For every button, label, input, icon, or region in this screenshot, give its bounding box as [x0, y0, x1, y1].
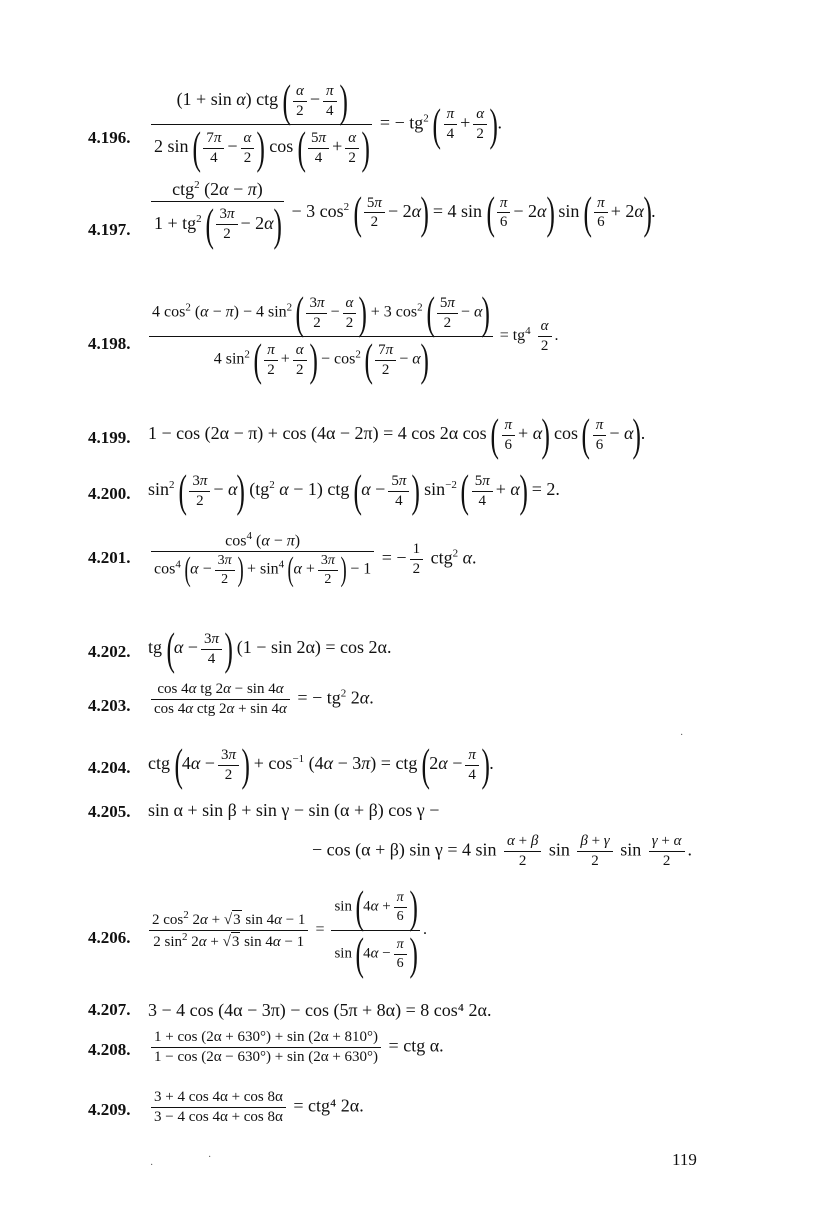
problem-number: 4.198. — [88, 334, 131, 353]
problem-number: 4.206. — [88, 928, 131, 947]
page-number: 119 — [672, 1150, 697, 1169]
problem-number: 4.202. — [88, 642, 131, 661]
equation-4-207: 3 − 4 cos (4α − 3π) − cos (5π + 8α) = 8 cos⁴ 2α. — [148, 1000, 492, 1020]
equation-4-209: $\frac{3 + 4 \cos 4\alpha + \cos 8\alpha}{3 - 4 \cos 4\alpha + \cos 8\alpha}$ = ctg⁴ 2α. — [148, 1088, 364, 1127]
equation-4-208: $\frac{1 + \cos (2\alpha + 630^\circ) + \sin (2\alpha + 810^\circ)}{1 - \cos (2\alpha - 630^\circ) + \sin (2\alpha + 630^\circ)}$ = ctg α. — [148, 1028, 444, 1067]
equation-4-206: $\frac{2 \cos^2 2\alpha + √3 \sin 4\alpha - 1}{2 \sin^2 2\alpha + √3 \sin 4\alpha - 1}$ = sin (4α + $\frac{\pi}{6}$ ) sin (4α − $\frac{\pi}{6}$ ) . — [146, 884, 427, 977]
equation-4-198: 4 $\cos^2 (\alpha - \pi) - 4$ $\sin^2$ ( $\frac{3\pi}{2}$ − $\frac{\alpha}{2}$ ) + 3 $\cos^2$ ( $\frac{5\pi}{2}$ − α) 4 $\sin^2$ ( $\frac{\pi}{2}$ + $\frac{\alpha}{2}$ ) − $\cos^2$ ( $\frac{7\pi}{2}$ − α) = $tg^4$ $\frac{\alpha}{2}$ . — [146, 290, 559, 383]
equation-4-197: ctg$^2$ (2α − π) $1 + tg^2$ ( $\frac{3\pi}{2}$ − 2α) − 3 $\cos^2$ ( $\frac{5\pi}{2}$ − 2α) = 4 sin ( $\frac{\pi}{6}$ − 2α) sin ( $\frac{\pi}{6}$ + 2α). — [148, 178, 656, 248]
problem-number: 4.204. — [88, 758, 131, 777]
equation-4-204: ctg (4α − $\frac{3\pi}{2}$ ) + $\cos^{-1} (4\alpha - 3\pi)$ = ctg (2α − $\frac{\pi}{4}$ ). — [148, 739, 494, 790]
equation-4-205-line1: sin α + sin β + sin γ − sin (α + β) cos γ − — [148, 800, 440, 820]
problem-number: 4.208. — [88, 1040, 131, 1059]
problem-number: 4.199. — [88, 428, 131, 447]
equation-4-199: 1 − cos (2α − π) + cos (4α − 2π) = 4 cos 2α cos ( $\frac{\pi}{6}$ + α) cos ( $\frac{\pi}{6}$ − α). — [148, 409, 646, 460]
equation-4-200: $\sin^2$ ( $\frac{3\pi}{2}$ − α) ($tg^2$ α − 1) ctg (α − $\frac{5\pi}{4}$ ) $\sin^{-2}$ ( $\frac{5\pi}{4}$ + α) = 2. — [148, 465, 560, 516]
equation-4-201: $\cos^4 (\alpha - \pi)$ $\cos^4 (\alpha$ − $\frac{3\pi}{2}$ ) + $\sin^4 (\alpha$ + $\frac{3\pi}{2}$ ) − 1 = − $\frac{1}{2}$ ctg$^2$ α. — [148, 530, 477, 588]
problem-number: 4.197. — [88, 220, 131, 239]
scan-speck: · — [208, 1152, 212, 1163]
problem-number: 4.209. — [88, 1100, 131, 1119]
problem-number: 4.205. — [88, 802, 131, 821]
problem-number: 4.203. — [88, 696, 131, 715]
equation-4-203: $\frac{\text{cos 4α tg 2α − sin 4α}}{\text{cos 4α ctg 2α + sin 4α}}$ = − $tg^2$ 2α. — [148, 680, 374, 719]
problem-number: 4.201. — [88, 548, 131, 567]
problem-number: 4.196. — [88, 128, 131, 147]
scan-speck: · — [680, 730, 684, 741]
equation-4-196: (1 + sin α) ctg ( $\frac{\alpha}{2}$ − $\frac{\pi}{4}$ ) 2 sin ( $\frac{7\pi}{4}$ − $\frac{\alpha}{2}$ ) cos ( $\frac{5\pi}{4}$ + $\frac{\alpha}{2}$ ) = − $tg^2$ ( $\frac{\pi}{4}$ + $\frac{\alpha}{2}$ ). — [148, 78, 502, 171]
scan-speck: · — [150, 1160, 154, 1171]
problem-number: 4.207. — [88, 1000, 131, 1019]
equation-4-202: tg (α − $\frac{3\pi}{4}$ ) (1 − sin 2α) = cos 2α. — [148, 623, 392, 674]
problem-number: 4.200. — [88, 484, 131, 503]
equation-4-205-line2: − cos (α + β) sin γ = 4 sin $\frac{\alpha + \beta}{2}$ sin $\frac{\beta + \gamma}{2}$ sin $\frac{\gamma + \alpha}{2}$ . — [312, 833, 692, 869]
